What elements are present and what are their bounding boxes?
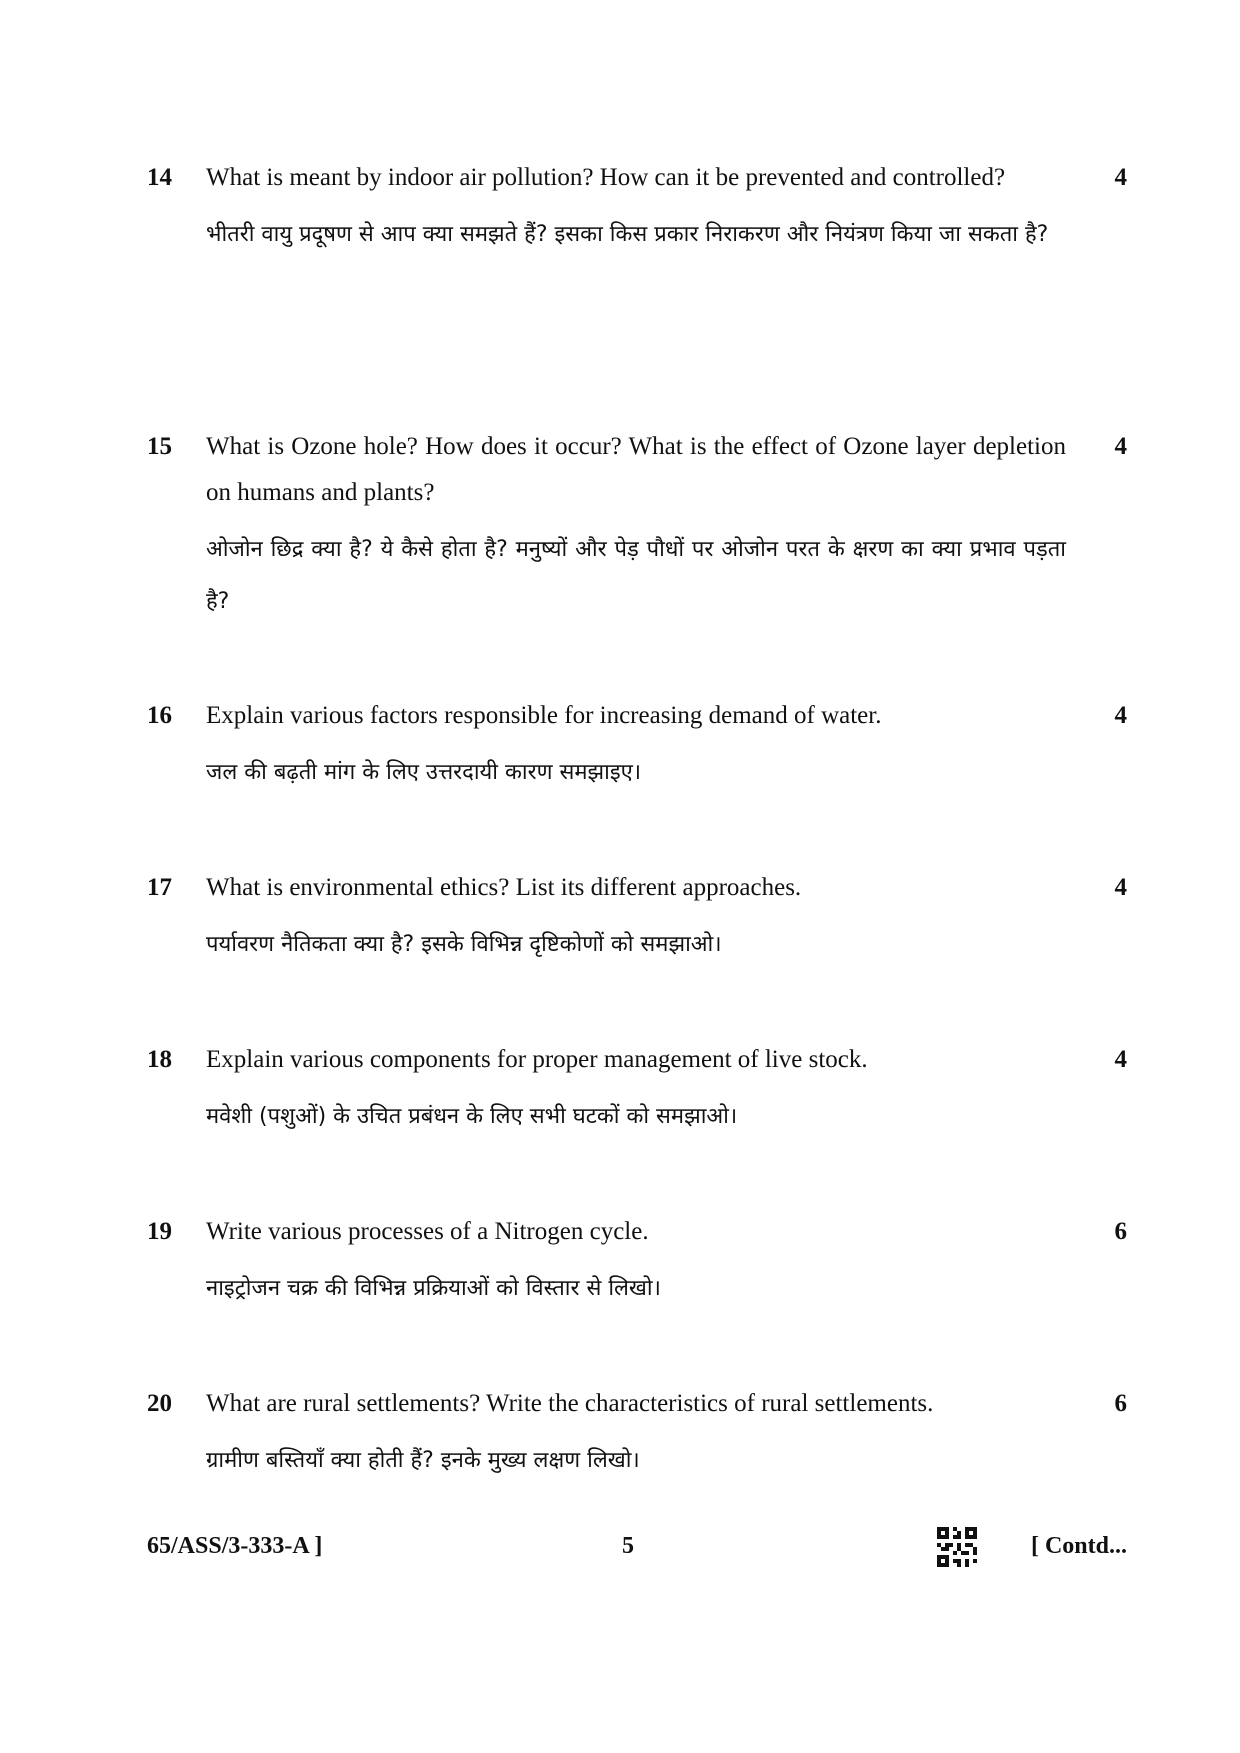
question-text-english: What is environmental ethics? List its different approaches. xyxy=(206,874,802,901)
question-text-hindi: ओजोन छिद्र क्या है? ये कैसे होता है? मनुष्यों और पेड़ पौधों पर ओजोन परत के क्षरण का क्या प्रभाव पड़ता है? xyxy=(206,537,1066,614)
paper-code: 65/ASS/3-333-A ] xyxy=(147,1533,323,1559)
page-footer xyxy=(147,1523,1127,1569)
question-text-hindi: जल की बढ़ती मांग के लिए उत्तरदायी कारण समझाइए। xyxy=(206,760,642,785)
question-text-hindi: नाइट्रोजन चक्र की विभिन्न प्रक्रियाओं को विस्तार से लिखो। xyxy=(206,1276,661,1301)
question-body xyxy=(206,1037,1066,1143)
question-number: 17 xyxy=(147,874,172,901)
question-marks: 4 xyxy=(1114,433,1127,460)
question-text-english: Explain various factors responsible for increasing demand of water. xyxy=(206,702,882,729)
question-text-english: What is meant by indoor air pollution? How can it be prevented and controlled? xyxy=(206,164,1006,191)
question-text-hindi: ग्रामीण बस्तियाँ क्या होती हैं? इनके मुख्य लक्षण लिखो। xyxy=(206,1448,640,1473)
question-number: 16 xyxy=(147,702,172,729)
question-marks: 4 xyxy=(1114,702,1127,729)
question-marks: 4 xyxy=(1114,874,1127,901)
question-text-hindi: पर्यावरण नैतिकता क्या है? इसके विभिन्न दृष्टिकोणों को समझाओ। xyxy=(206,932,722,957)
question-marks: 6 xyxy=(1114,1218,1127,1245)
question-number: 14 xyxy=(147,164,172,191)
question-number: 20 xyxy=(147,1390,172,1417)
question-body xyxy=(206,155,1066,261)
qr-code-icon xyxy=(937,1527,977,1567)
question-number: 19 xyxy=(147,1218,172,1245)
question-text-english: Write various processes of a Nitrogen cycle. xyxy=(206,1218,649,1245)
question-marks: 6 xyxy=(1114,1390,1127,1417)
question-marks: 4 xyxy=(1114,1046,1127,1073)
question-text-hindi: मवेशी (पशुओं) के उचित प्रबंधन के लिए सभी घटकों को समझाओ। xyxy=(206,1104,738,1129)
question-body xyxy=(206,1381,1066,1487)
page-number: 5 xyxy=(622,1533,634,1559)
question-number: 15 xyxy=(147,433,172,460)
question-body xyxy=(206,1209,1066,1315)
question-body xyxy=(206,693,1066,799)
question-body xyxy=(206,424,1066,628)
question-text-english: What are rural settlements? Write the characteristics of rural settlements. xyxy=(206,1390,934,1417)
question-text-english: What is Ozone hole? How does it occur? What is the effect of Ozone layer depletion on humans and plants? xyxy=(206,433,1066,506)
question-text-hindi: भीतरी वायु प्रदूषण से आप क्या समझते हैं? इसका किस प्रकार निराकरण और नियंत्रण किया जा सकता है? xyxy=(206,222,1049,247)
question-text-english: Explain various components for proper management of live stock. xyxy=(206,1046,868,1073)
question-number: 18 xyxy=(147,1046,172,1073)
question-body xyxy=(206,865,1066,971)
continued-label: [ Contd... xyxy=(1030,1533,1127,1559)
question-marks: 4 xyxy=(1114,164,1127,191)
